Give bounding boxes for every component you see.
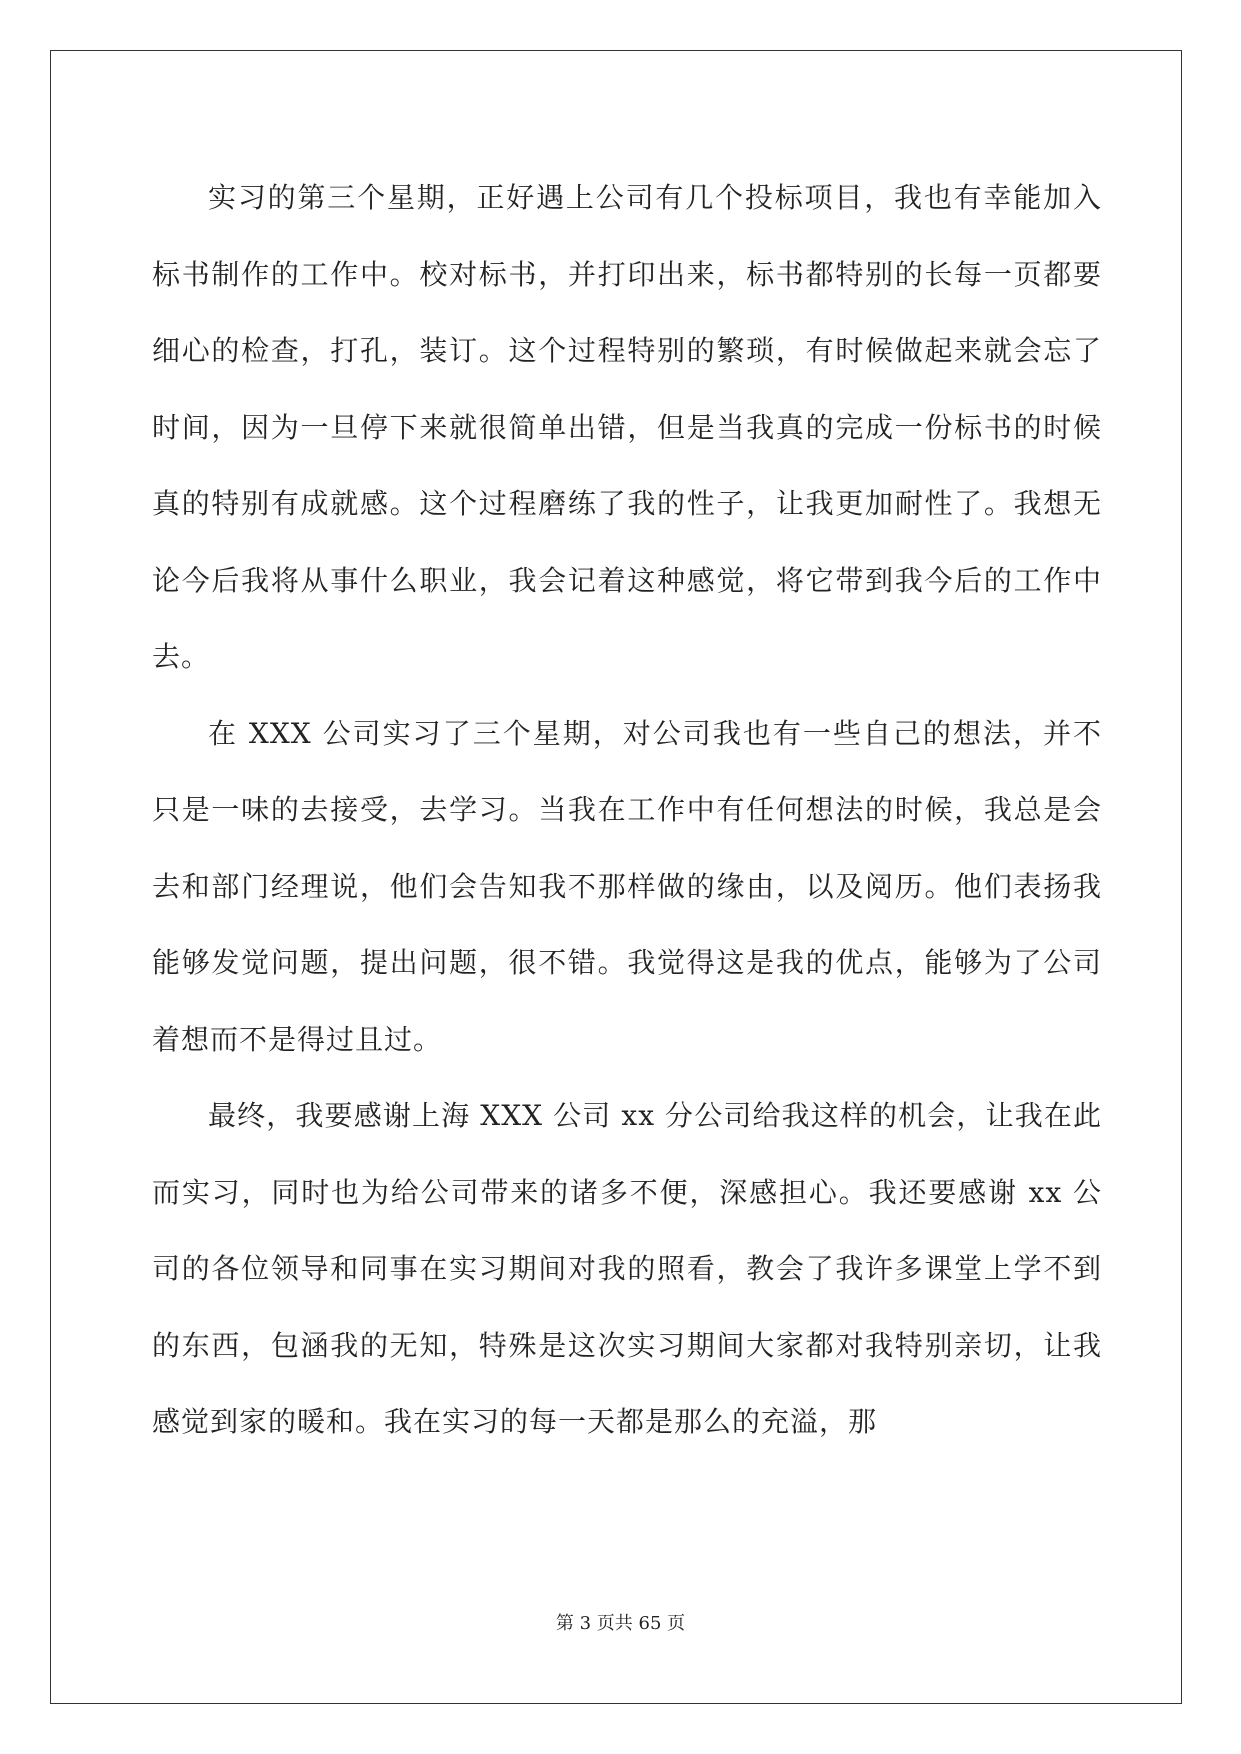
page-number: 第 3 页 [555, 1613, 615, 1634]
paragraph-1: 实习的第三个星期，正好遇上公司有几个投标项目，我也有幸能加入标书制作的工作中。校对标书，并打印出来，标书都特别的长每一页都要细心的检查，打孔，装订。这个过程特别的繁琐，有时候做起来就会忘了时间，因为一旦停下来就很简单出错，但是当我真的完成一份标书的时候真的特别有成就感。这个过程磨练了我的性子，让我更加耐性了。我想无论今后我将从事什么职业，我会记着这种感觉，将它带到我今后的工作中去。 [152, 181, 1102, 673]
page-footer [0, 1612, 1241, 1636]
paragraph-3: 最终，我要感谢上海 XXX 公司 xx 分公司给我这样的机会，让我在此而实习，同时也为给公司带来的诸多不便，深感担心。我还要感谢 xx 公司的各位领导和同事在实习期间对我的照看，教会了我许多课堂上学不到的东西，包涵我的无知，特殊是这次实习期间大家都对我特别亲切，让我感觉到家的暖和。我在实习的每一天都是那么的充溢，那 [152, 1099, 1102, 1438]
total-pages: 共 65 页 [614, 1613, 686, 1634]
document-body [152, 160, 1102, 1461]
paragraph-2: 在 XXX 公司实习了三个星期，对公司我也有一些自己的想法，并不只是一味的去接受，去学习。当我在工作中有任何想法的时候，我总是会去和部门经理说，他们会告知我不那样做的缘由，以及阅历。他们表扬我能够发觉问题，提出问题，很不错。我觉得这是我的优点，能够为了公司着想而不是得过且过。 [152, 716, 1102, 1056]
